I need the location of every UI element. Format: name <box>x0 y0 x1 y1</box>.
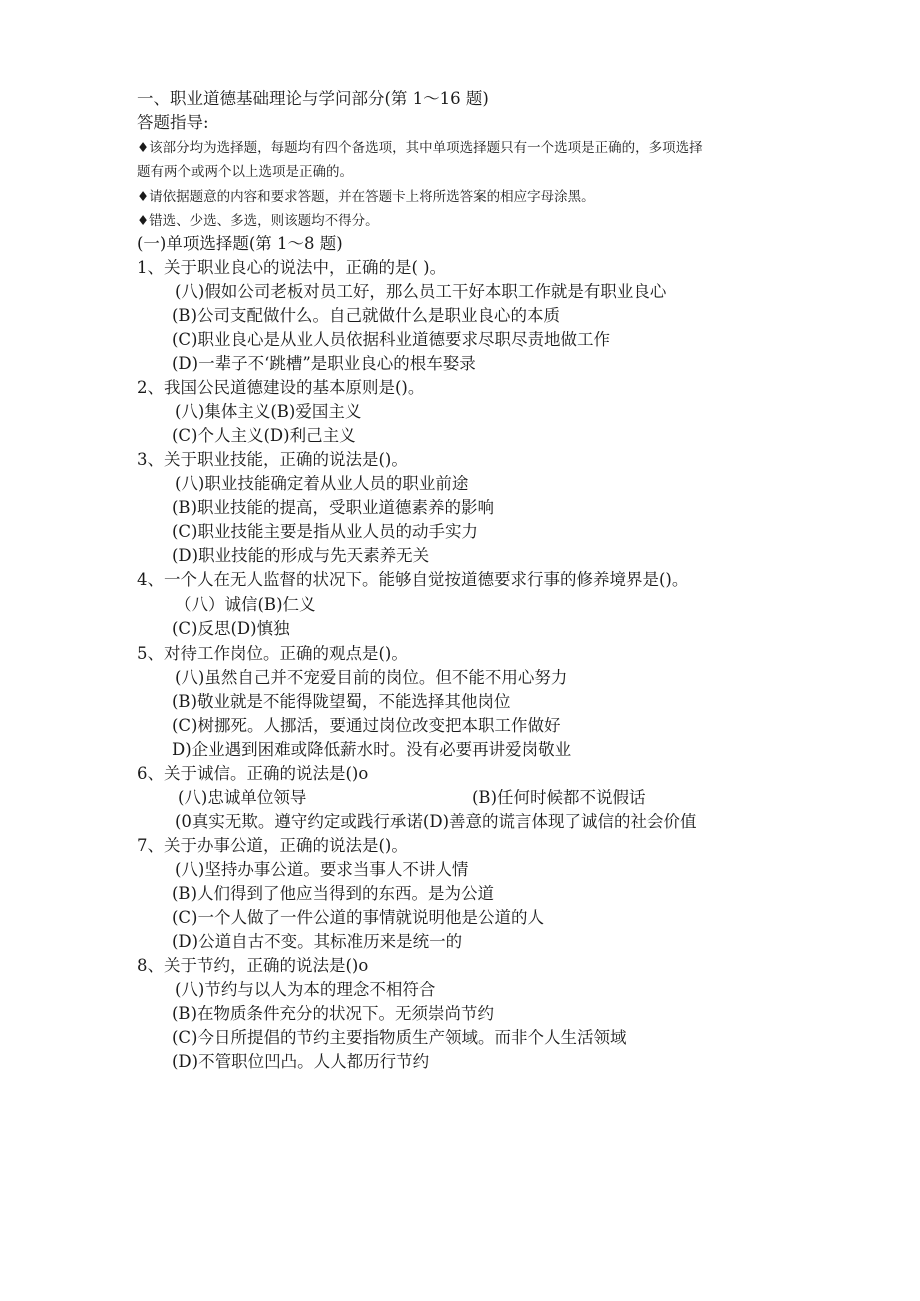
instruction-line: ♦该部分均为选择题，每题均有四个备选项，其中单项选择题只有一个选项是正确的，多项选择 <box>137 140 703 156</box>
question-stem: 2、我国公民道德建设的基本原则是()。 <box>137 378 425 397</box>
question-option: (B)公司支配做什么。自己就做什么是职业良心的本质 <box>172 306 560 325</box>
question-option: (D)职业技能的形成与先天素养无关 <box>172 546 430 565</box>
question-option: (八)坚持办事公道。要求当事人不讲人情 <box>175 860 469 879</box>
question-option: (八)节约与以人为本的理念不相符合 <box>175 980 436 999</box>
guide-heading: 答题指导: <box>137 113 209 132</box>
question-option: (B)在物质条件充分的状况下。无须崇尚节约 <box>172 1004 494 1023</box>
question-option: (D)一辈子不‘跳槽”是职业良心的根车娶录 <box>172 354 476 373</box>
question-option: (D)不管职位凹凸。人人都历行节约 <box>172 1052 430 1071</box>
question-option: (B)人们得到了他应当得到的东西。是为公道 <box>172 884 494 903</box>
question-stem: 5、对待工作岗位。正确的观点是()。 <box>137 644 408 663</box>
instruction-line: ♦请依据题意的内容和要求答题，并在答题卡上将所选答案的相应字母涂黑。 <box>137 189 595 205</box>
question-option: (八)集体主义(B)爱国主义 <box>175 402 362 421</box>
question-option: (D)公道自古不变。其标准历来是统一的 <box>172 932 463 951</box>
question-option: (八)忠诚单位领导 <box>178 788 307 807</box>
question-option: (B)职业技能的提高，受职业道德素养的影响 <box>172 498 494 517</box>
question-stem: 6、关于诚信。正确的说法是()o <box>137 764 369 783</box>
question-stem: 3、关于职业技能，正确的说法是()。 <box>137 450 408 469</box>
question-option: (C)反思(D)慎独 <box>172 619 290 638</box>
question-option: (C)树挪死。人挪活，要通过岗位改变把本职工作做好 <box>172 716 561 735</box>
question-option: （八）诚信(B)仁义 <box>175 595 316 614</box>
question-option: (C)职业良心是从业人员依据科业道德要求尽职尽责地做工作 <box>172 330 610 349</box>
question-option: (C)职业技能主要是指从业人员的动手实力 <box>172 522 478 541</box>
question-option: (C)个人主义(D)利己主义 <box>172 426 356 445</box>
question-option: (八)虽然自己并不宠爱目前的岗位。但不能不用心努力 <box>175 668 568 687</box>
question-option: (B)敬业就是不能得陇望蜀，不能选择其他岗位 <box>172 692 511 711</box>
question-option: (B)任何时候都不说假话 <box>472 788 646 807</box>
question-option: (C)一个人做了一件公道的事情就说明他是公道的人 <box>172 908 544 927</box>
question-stem: 4、一个人在无人监督的状况下。能够自觉按道德要求行事的修养境界是()。 <box>137 570 689 589</box>
question-option: (八)职业技能确定着从业人员的职业前途 <box>175 474 469 493</box>
question-stem: 8、关于节约，正确的说法是()o <box>137 956 369 975</box>
question-stem: 7、关于办事公道，正确的说法是()。 <box>137 836 408 855</box>
subsection-title: (一)单项选择题(第 1〜8 题) <box>137 234 343 253</box>
question-option: (0真实无欺。遵守约定或践行承诺(D)善意的谎言体现了诚信的社会价值 <box>175 812 697 831</box>
question-option: (C)今日所提倡的节约主要指物质生产领域。而非个人生活领域 <box>172 1028 627 1047</box>
instruction-line: ♦错选、少选、多选，则该题均不得分。 <box>137 213 379 229</box>
question-option: D)企业遇到困难或降低薪水时。没有必要再讲爱岗敬业 <box>172 740 572 759</box>
question-stem: 1、关于职业良心的说法中，正确的是( )。 <box>137 258 447 277</box>
section-title: 一、职业道德基础理论与学问部分(第 1〜16 题) <box>137 89 489 108</box>
instruction-line: 题有两个或两个以上选项是正确的。 <box>137 164 353 180</box>
question-option: (八)假如公司老板对员工好，那么员工干好本职工作就是有职业良心 <box>175 282 667 301</box>
